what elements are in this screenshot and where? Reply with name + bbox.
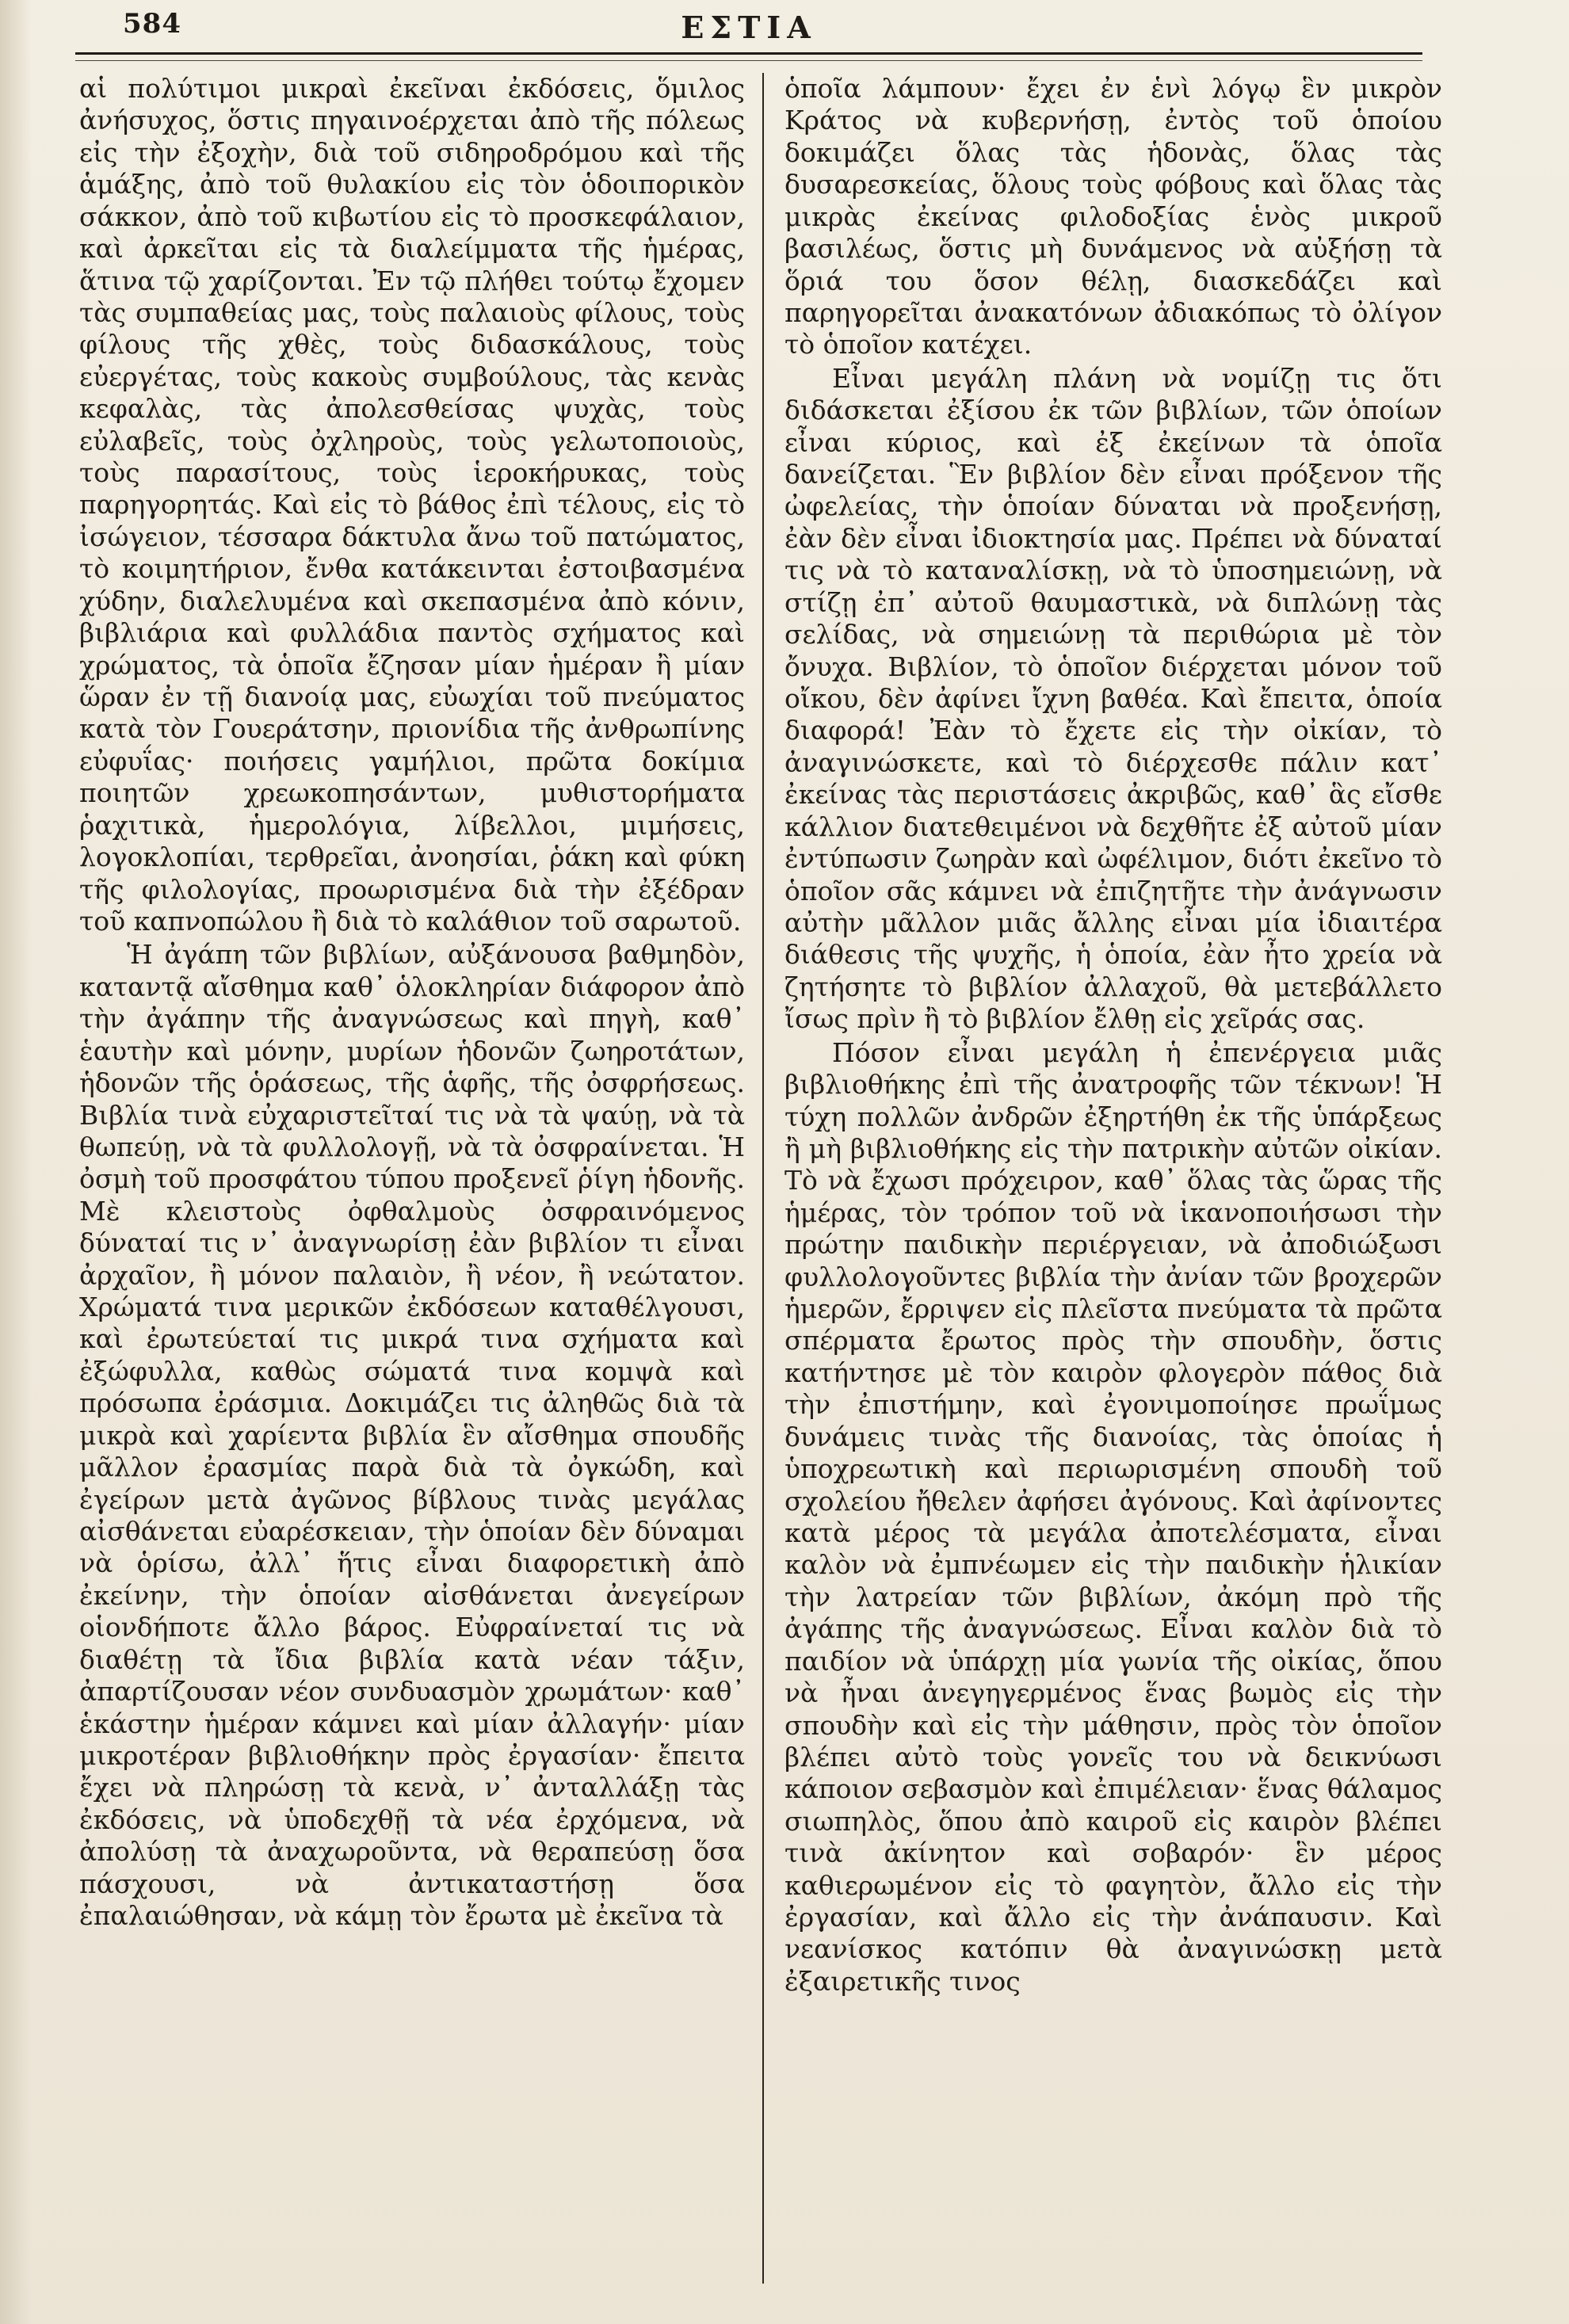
left-column (79, 73, 745, 2299)
header-rule-thin (75, 60, 1422, 61)
right-paragraph-1: ὁποῖα λάμπουν· ἔχει ἐν ἑνὶ λόγῳ ἓν μικρὸν Κράτος νὰ κυβερνήσῃ, ἐντὸς τοῦ ὁποίου δοκιμάζει ὅλας τὰς ἡδονὰς, ὅλας τὰς δυσαρεσκείας, ὅλους τοὺς φόβους καὶ ὅλας τὰς μικρὰς ἐκείνας φιλοδοξίας ἑνὸς μικροῦ βασιλέως, ὅστις μὴ δυνάμενος νὰ αὐξήσῃ τὰ ὅριά του ὅσον θέλῃ, διασκεδάζει καὶ παρηγορεῖται ἀνακατόνων ἀδιακόπως τὸ ὀλίγον τὸ ὁποῖον κατέχει. (784, 73, 1442, 361)
left-paragraph-2: Ἡ ἀγάπη τῶν βιβλίων, αὐξάνουσα βαθμηδὸν, καταντᾷ αἴσθημα καθ᾽ ὁλοκληρίαν διάφορον ἀπὸ τὴν ἀγάπην τῆς ἀναγνώσεως καὶ πηγὴ, καθ᾽ ἑαυτὴν καὶ μόνην, μυρίων ἡδονῶν ζωηροτάτων, ἡδονῶν τῆς ὁράσεως, τῆς ἁφῆς, τῆς ὀσφρήσεως. Βιβλία τινὰ εὐχαριστεῖταί τις νὰ τὰ ψαύῃ, νὰ τὰ θωπεύῃ, νὰ τὰ φυλλολογῇ, νὰ τὰ ὀσφραίνεται. Ἡ ὀσμὴ τοῦ προσφάτου τύπου προξενεῖ ῥίγη ἡδονῆς. Μὲ κλειστοὺς ὀφθαλμοὺς ὀσφραινόμενος δύναταί τις ν᾽ ἀναγνωρίσῃ ἐὰν βιβλίον τι εἶναι ἀρχαῖον, ἢ μόνον παλαιὸν, ἢ νέον, ἢ νεώτατον. Χρώματά τινα μερικῶν ἐκδόσεων καταθέλγουσι, καὶ ἐρωτεύεταί τις μικρά τινα σχήματα καὶ ἐξώφυλλα, καθὼς σώματά τινα κομψὰ καὶ πρόσωπα ἐράσμια. Δοκιμάζει τις ἀληθῶς διὰ τὰ μικρὰ καὶ χαρίεντα βιβλία ἓν αἴσθημα σπουδῆς μᾶλλον ἐρασμίας παρὰ διὰ τὰ ὀγκώδη, καὶ ἐγείρων μετὰ ἀγῶνος βίβλους τινὰς μεγάλας αἰσθάνεται εὐαρέσκειαν, τὴν ὁποίαν δὲν δύναμαι νὰ ὁρίσω, ἀλλ᾽ ἥτις εἶναι διαφορετικὴ ἀπὸ ἐκείνην, τὴν ὁποίαν αἰσθάνεται ἀνεγείρων οἱονδήποτε ἄλλο βάρος. Εὐφραίνεταί τις νὰ διαθέτῃ τὰ ἴδια βιβλία κατὰ νέαν τάξιν, ἀπαρτίζουσαν νέον συνδυασμὸν χρωμάτων· καθ᾽ ἑκάστην ἡμέραν κάμνει καὶ μίαν ἀλλαγήν· μίαν μικροτέραν βιβλιοθήκην πρὸς ἐργασίαν· ἔπειτα ἔχει νὰ πληρώσῃ τὰ κενὰ, ν᾽ ἀνταλλάξῃ τὰς ἐκδόσεις, νὰ ὑποδεχθῇ τὰ νέα ἐρχόμενα, νὰ ἀπολύσῃ τὰ ἀναχωροῦντα, νὰ θεραπεύσῃ ὅσα πάσχουσι, νὰ ἀντικαταστήσῃ ὅσα ἐπαλαιώθησαν, νὰ κάμῃ τὸν ἔρωτα μὲ ἐκεῖνα τὰ (79, 939, 745, 1932)
left-paragraph-1: αἱ πολύτιμοι μικραὶ ἐκεῖναι ἐκδόσεις, ὅμιλος ἀνήσυχος, ὅστις πηγαινοέρχεται ἀπὸ τῆς πόλεως εἰς τὴν ἐξοχὴν, διὰ τοῦ σιδηροδρόμου καὶ τῆς ἁμάξης, ἀπὸ τοῦ θυλακίου εἰς τὸν ὁδοιπορικὸν σάκκον, ἀπὸ τοῦ κιβωτίου εἰς τὸ προσκεφάλαιον, καὶ ἀρκεῖται εἰς τὰ διαλείμματα τῆς ἡμέρας, ἅτινα τῷ χαρίζονται. Ἐν τῷ πλήθει τούτῳ ἔχομεν τὰς συμπαθείας μας, τοὺς παλαιοὺς φίλους, τοὺς φίλους τῆς χθὲς, τοὺς διδασκάλους, τοὺς εὐεργέτας, τοὺς κακοὺς συμβούλους, τὰς κενὰς κεφαλὰς, τὰς ἀπολεσθείσας ψυχὰς, τοὺς εὐλαβεῖς, τοὺς ὀχληροὺς, τοὺς γελωτοποιοὺς, τοὺς παρασίτους, τοὺς ἱεροκήρυκας, τοὺς παρηγορητάς. Καὶ εἰς τὸ βάθος ἐπὶ τέλους, εἰς τὸ ἰσώγειον, τέσσαρα δάκτυλα ἄνω τοῦ πατώματος, τὸ κοιμητήριον, ἔνθα κατάκεινται ἐστοιβασμένα χύδην, διαλελυμένα καὶ σκεπασμένα ἀπὸ κόνιν, βιβλιάρια καὶ φυλλάδια παντὸς σχήματος καὶ χρώματος, τὰ ὁποῖα ἔζησαν μίαν ἡμέραν ἢ μίαν ὥραν ἐν τῇ διανοίᾳ μας, εὐωχίαι τοῦ πνεύματος κατὰ τὸν Γουεράτσην, πριονίδια τῆς ἀνθρωπίνης εὐφυΐας· ποιήσεις γαμήλιοι, πρῶτα δοκίμια ποιητῶν χρεωκοπησάντων, μυθιστορήματα ῥαχιτικὰ, ἡμερολόγια, λίβελλοι, μιμήσεις, λογοκλοπίαι, τερθρεῖαι, ἀνοησίαι, ῥάκη καὶ φύκη τῆς φιλολογίας, προωρισμένα διὰ τὴν ἐξέδραν τοῦ καπνοπώλου ἢ διὰ τὸ καλάθιον τοῦ σαρωτοῦ. (79, 73, 745, 937)
right-column (784, 73, 1442, 2299)
column-divider (762, 73, 764, 2284)
right-paragraph-2: Εἶναι μεγάλη πλάνη νὰ νομίζῃ τις ὅτι διδάσκεται ἐξίσου ἐκ τῶν βιβλίων, τῶν ὁποίων εἶναι κύριος, καὶ ἐξ ἐκείνων τὰ ὁποῖα δανείζεται. Ἓν βιβλίον δὲν εἶναι πρόξενον τῆς ὠφελείας, τὴν ὁποίαν δύναται νὰ προξενήσῃ, ἐὰν δὲν εἶναι ἰδιοκτησία μας. Πρέπει νὰ δύναταί τις νὰ τὸ καταναλίσκῃ, νὰ τὸ ὑποσημειώνῃ, νὰ στίζῃ ἐπ᾽ αὐτοῦ θαυμαστικὰ, νὰ διπλώνῃ τὰς σελίδας, νὰ σημειώνῃ τὰ περιθώρια μὲ τὸν ὄνυχα. Βιβλίον, τὸ ὁποῖον διέρχεται μόνον τοῦ οἴκου, δὲν ἀφίνει ἴχνη βαθέα. Καὶ ἔπειτα, ὁποία διαφορά! Ἐὰν τὸ ἔχετε εἰς τὴν οἰκίαν, τὸ ἀναγινώσκετε, καὶ τὸ διέρχεσθε πάλιν κατ᾽ ἐκείνας τὰς περιστάσεις ἀκριβῶς, καθ᾽ ἃς εἴσθε κάλλιον διατεθειμένοι νὰ δεχθῆτε ἐξ αὐτοῦ μίαν ἐντύπωσιν ζωηρὰν καὶ ὠφέλιμον, διότι ἐκεῖνο τὸ ὁποῖον σᾶς κάμνει νὰ ἐπιζητῆτε τὴν ἀνάγνωσιν αὐτὴν μᾶλλον μιᾶς ἄλλης εἶναι μία ἰδιαιτέρα διάθεσις τῆς ψυχῆς, ἡ ὁποία, ἐὰν ἦτο χρεία νὰ ζητήσητε τὸ βιβλίον ἀλλαχοῦ, θὰ μετεβάλλετο ἴσως πρὶν ἢ τὸ βιβλίον ἔλθῃ εἰς χεῖράς σας. (784, 362, 1442, 1035)
page-number: 584 (123, 8, 181, 40)
running-head: ΕΣΤΙΑ (681, 10, 817, 45)
right-paragraph-3: Πόσον εἶναι μεγάλη ἡ ἐπενέργεια μιᾶς βιβλιοθήκης ἐπὶ τῆς ἀνατροφῆς τῶν τέκνων! Ἡ τύχη πολλῶν ἀνδρῶν ἐξηρτήθη ἐκ τῆς ὑπάρξεως ἢ μὴ βιβλιοθήκης εἰς τὴν πατρικὴν αὐτῶν οἰκίαν. Τὸ νὰ ἔχωσι πρόχειρον, καθ᾽ ὅλας τὰς ὥρας τῆς ἡμέρας, τὸν τρόπον τοῦ νὰ ἱκανοποιήσωσι τὴν πρώτην παιδικὴν περιέργειαν, νὰ ἀποδιώξωσι φυλλολογοῦντες βιβλία τὴν ἀνίαν τῶν βροχερῶν ἡμερῶν, ἔρριψεν εἰς πλεῖστα πνεύματα τὰ πρῶτα σπέρματα ἔρωτος πρὸς τὴν σπουδὴν, ὅστις κατήντησε μὲ τὸν καιρὸν φλογερὸν πάθος διὰ τὴν ἐπιστήμην, καὶ ἐγονιμοποίησε πρωΐμως δυνάμεις τινὰς τῆς διανοίας, τὰς ὁποίας ἡ ὑποχρεωτικὴ καὶ περιωρισμένη σπουδὴ τοῦ σχολείου ἤθελεν ἀφήσει ἀγόνους. Καὶ ἀφίνοντες κατὰ μέρος τὰ μεγάλα ἀποτελέσματα, εἶναι καλὸν νὰ ἐμπνέωμεν εἰς τὴν παιδικὴν ἡλικίαν τὴν λατρείαν τῶν βιβλίων, ἀκόμη πρὸ τῆς ἀγάπης τῆς ἀναγνώσεως. Εἶναι καλὸν διὰ τὸ παιδίον νὰ ὑπάρχῃ μία γωνία τῆς οἰκίας, ὅπου νὰ ἦναι ἀνεγηγερμένος ἕνας βωμὸς εἰς τὴν σπουδὴν καὶ εἰς τὴν μάθησιν, πρὸς τὸν ὁποῖον βλέπει αὐτὸ τοὺς γονεῖς του νὰ δεικνύωσι κάποιον σεβασμὸν καὶ ἐπιμέλειαν· ἕνας θάλαμος σιωπηλὸς, ὅπου ἀπὸ καιροῦ εἰς καιρὸν βλέπει τινὰ ἀκίνητον καὶ σοβαρόν· ἓν μέρος καθιερωμένον εἰς τὸ φαγητὸν, ἄλλο εἰς τὴν ἐργασίαν, καὶ ἄλλο εἰς τὴν ἀνάπαυσιν. Καὶ νεανίσκος κατόπιν θὰ ἀναγινώσκῃ μετὰ ἐξαιρετικῆς τινος (784, 1036, 1442, 1997)
header-rule (75, 52, 1422, 55)
page-header (75, 6, 1422, 54)
page-gutter-shadow (0, 0, 32, 2324)
